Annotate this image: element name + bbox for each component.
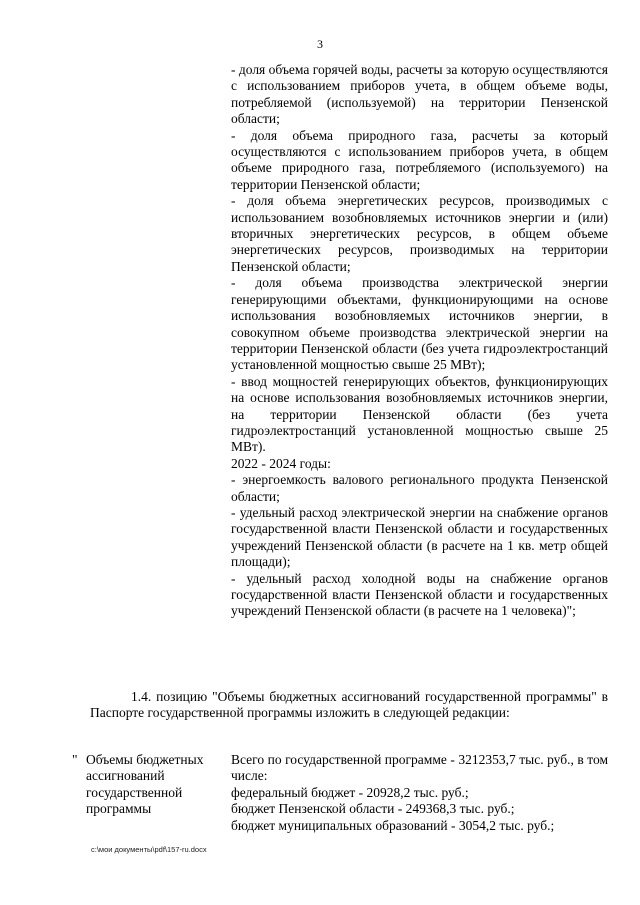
indicator-item: - ввод мощностей генерирующих объектов, функционирующих на основе использования возобновляемых источников энергии, на территории Пензенской области (без учета гидроэлектростанций установленной мощностью свыше 25 МВт). — [231, 373, 608, 455]
indicator-item: - энергоемкость валового регионального продукта Пензенской области; — [231, 472, 608, 504]
budget-line: бюджет муниципальных образований - 3054,2 тыс. руб.; — [231, 817, 555, 833]
table-value-cell — [231, 752, 608, 834]
indicator-item: - доля объема энергетических ресурсов, производимых с использованием возобновляемых источников энергии и (или) вторичных энергетических ресурсов, в общем объеме энергетических ресурсов, производимых на территории Пензенской области; — [231, 193, 608, 274]
budget-line: Всего по государственной программе - 3212353,7 тыс. руб., в том числе: — [231, 752, 608, 784]
indicator-item: - доля объема природного газа, расчеты за который осуществляются с использованием приборов учета, в общем объеме природного газа, потребляемого (используемого) на территории Пензенской области; — [231, 127, 608, 192]
indicator-item: - удельный расход холодной воды на снабжение органов государственной власти Пензенской области и государственных учреждений Пензенской области (в расчете на 1 человека)"; — [231, 570, 608, 619]
indicator-item: - удельный расход электрической энергии на снабжение органов государственной власти Пензенской области и государственных учреждений Пензенской области (в расчете на 1 кв. метр общей площади); — [231, 504, 608, 570]
amendment-paragraph: 1.4. позицию "Объемы бюджетных ассигнований государственной программы" в Паспорте государственной программы изложить в следующей редакции: — [90, 689, 608, 721]
page-number: 3 — [317, 37, 323, 51]
period-heading: 2022 - 2024 годы: — [231, 455, 331, 471]
indicator-item: - доля объема горячей воды, расчеты за которую осуществляются с использованием приборов учета, в общем объеме воды, потребляемой (используемой) на территории Пензенской области; — [231, 62, 608, 127]
table-label-cell — [72, 752, 231, 834]
open-quote: " — [72, 752, 78, 767]
indicator-item: - доля объема производства электрической энергии генерирующими объектами, функционирующими на основе использования возобновляемых источников энергии, в совокупном объеме производства электрической энергии на территории Пензенской области (без учета гидроэлектростанций установленной мощностью свыше 25 МВт); — [231, 275, 608, 373]
file-path-footer: c:\мои документы\pdf\157-ru.docx — [91, 845, 207, 854]
table-label: Объемы бюджетных ассигнований государственной программы — [86, 752, 204, 817]
passport-table — [72, 752, 608, 834]
budget-line: бюджет Пензенской области - 249368,3 тыс. руб.; — [231, 801, 515, 817]
budget-line: федеральный бюджет - 20928,2 тыс. руб.; — [231, 784, 469, 800]
indicator-list — [231, 62, 608, 620]
